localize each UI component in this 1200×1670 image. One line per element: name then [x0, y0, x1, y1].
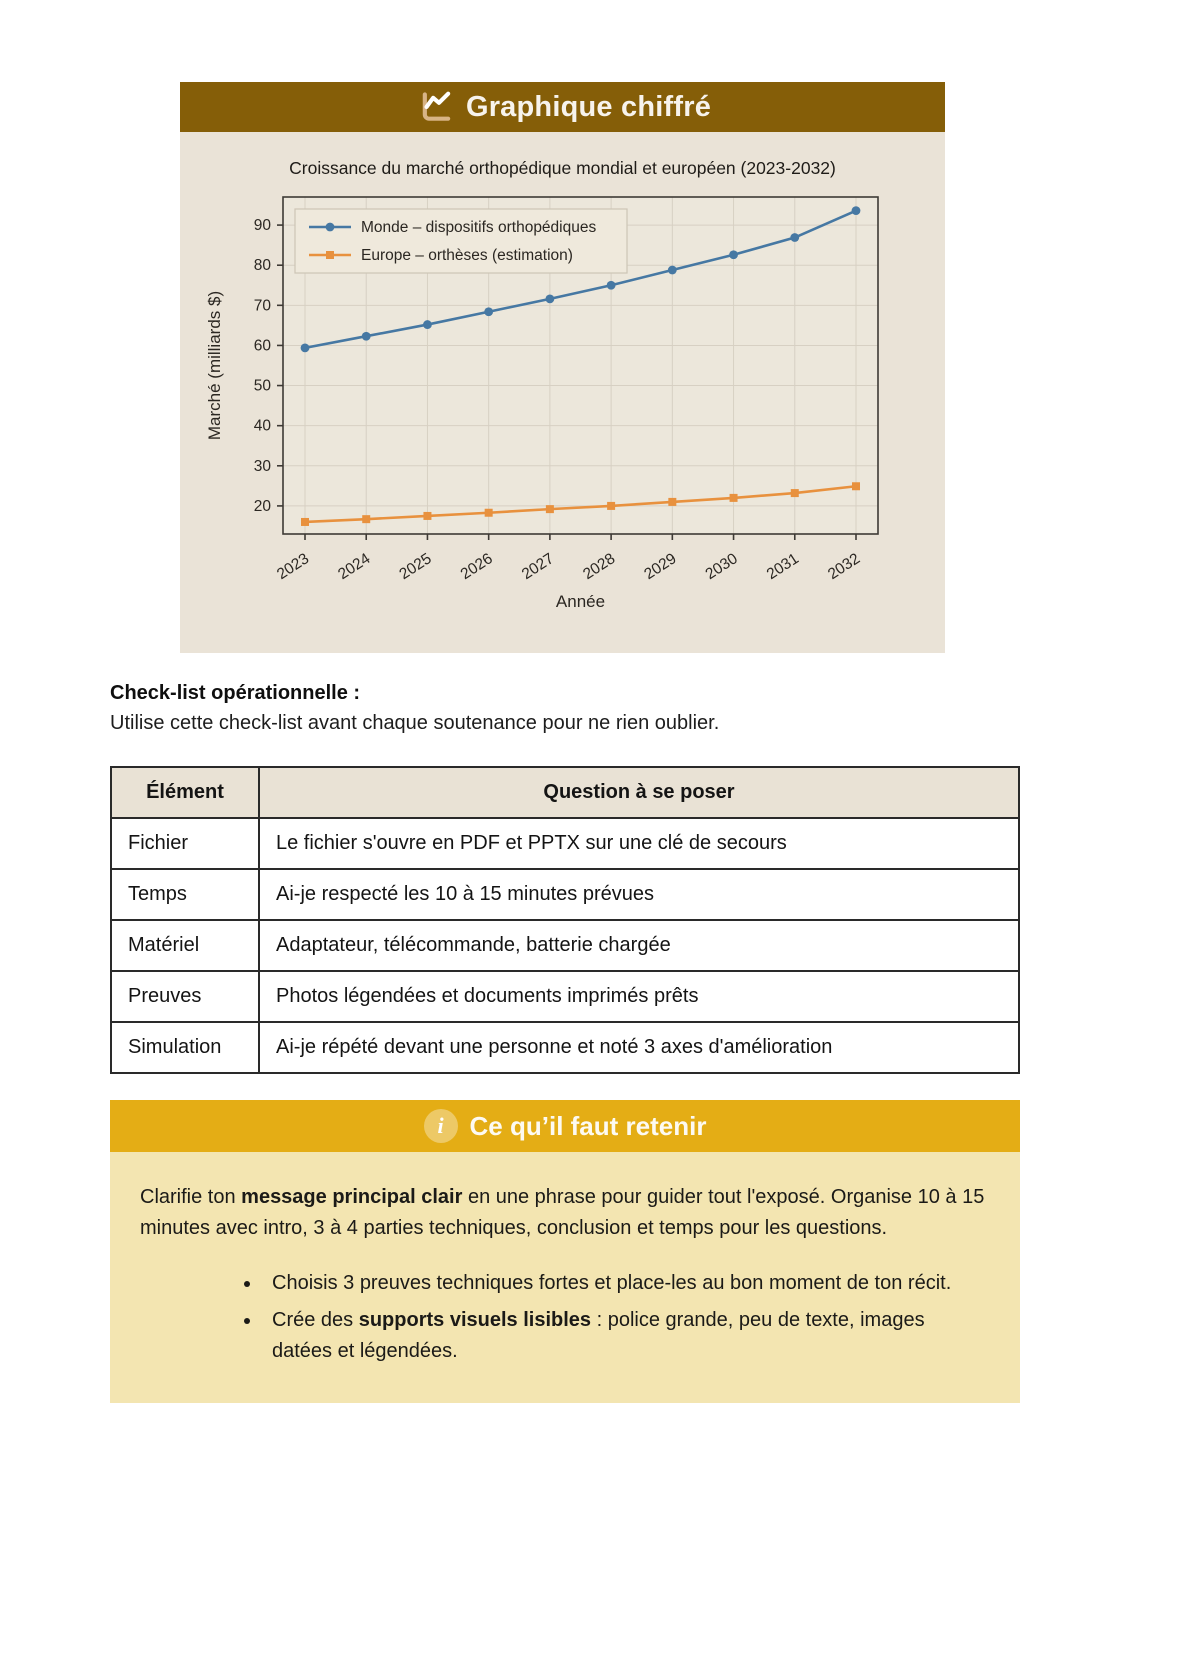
checklist-table — [110, 766, 1020, 1074]
x-tick-label: 2028 — [580, 550, 619, 584]
key-takeaways-callout — [110, 1100, 1020, 1403]
x-tick-label: 2024 — [335, 550, 374, 584]
series-marker — [668, 498, 676, 506]
x-tick-label: 2025 — [396, 550, 435, 584]
y-tick-label: 50 — [253, 377, 271, 395]
checklist-description: Utilise cette check-list avant chaque soutenance pour ne rien oublier. — [110, 712, 720, 734]
callout-bullet-list — [140, 1268, 990, 1367]
x-tick-label: 2032 — [824, 550, 864, 584]
text-segment: : police grande, peu de texte, images datées et légendées. — [272, 1309, 925, 1362]
y-axis-label: Marché (milliards $) — [205, 290, 224, 441]
series-marker — [362, 515, 370, 523]
series-marker — [545, 295, 554, 304]
cell-element: Simulation — [111, 1022, 259, 1073]
callout-paragraph — [140, 1182, 990, 1244]
cell-question: Le fichier s'ouvre en PDF et PPTX sur une clé de secours — [259, 818, 1019, 869]
callout-bullet — [262, 1268, 990, 1299]
series-marker — [546, 505, 554, 513]
x-tick-label: 2026 — [457, 550, 496, 584]
series-marker — [729, 250, 738, 259]
callout-body — [110, 1152, 1020, 1403]
table-header-question: Question à se poser — [259, 767, 1019, 818]
text-segment: Crée des — [272, 1309, 359, 1331]
table-header-element: Élément — [111, 767, 259, 818]
text-segment: en une phrase pour guider tout l'exposé. Organise 10 à 15 minutes avec intro, 3 à 4 parties techniques, conclusion et temps pour les questions. — [140, 1186, 985, 1239]
x-tick-label: 2030 — [702, 550, 741, 584]
line-chart-icon — [414, 87, 454, 127]
series-marker — [730, 494, 738, 502]
y-tick-label: 90 — [253, 217, 271, 235]
chart-title: Croissance du marché orthopédique mondial et européen (2023-2032) — [289, 158, 836, 178]
table-row — [111, 1022, 1019, 1073]
cell-element: Temps — [111, 869, 259, 920]
series-marker — [607, 281, 616, 290]
text-segment: Clarifie ton — [140, 1186, 242, 1208]
text-segment: supports visuels lisibles — [358, 1309, 592, 1331]
chart-card-title: Graphique chiffré — [465, 90, 712, 123]
series-marker — [852, 206, 861, 215]
x-tick-label: 2023 — [273, 550, 313, 584]
legend-marker — [326, 251, 334, 259]
chart-card-body — [180, 132, 945, 653]
info-icon: i — [424, 1109, 458, 1143]
chart-card-header — [180, 82, 945, 132]
y-tick-label: 60 — [253, 337, 271, 355]
cell-question: Ai-je respecté les 10 à 15 minutes prévues — [259, 869, 1019, 920]
x-axis-label: Année — [555, 592, 606, 611]
series-marker — [423, 512, 431, 520]
series-marker — [791, 489, 799, 497]
y-tick-label: 30 — [253, 457, 271, 475]
checklist-heading: Check-list opérationnelle : — [110, 682, 361, 704]
table-header-row — [111, 767, 1019, 818]
text-segment: message principal clair — [241, 1186, 463, 1208]
series-marker — [852, 482, 860, 490]
table-row — [111, 920, 1019, 971]
legend-label: Monde – dispositifs orthopédiques — [361, 219, 597, 236]
series-marker — [790, 233, 799, 242]
callout-title: Ce qu’il faut retenir — [469, 1110, 707, 1141]
line-chart — [200, 189, 925, 619]
y-tick-label: 70 — [253, 297, 271, 315]
table-row — [111, 818, 1019, 869]
cell-element: Matériel — [111, 920, 259, 971]
legend-label: Europe – orthèses (estimation) — [361, 247, 573, 264]
y-tick-label: 20 — [253, 497, 271, 515]
x-tick-label: 2029 — [641, 550, 680, 584]
cell-question: Photos légendées et documents imprimés prêts — [259, 971, 1019, 1022]
y-tick-label: 40 — [253, 417, 271, 435]
cell-question: Ai-je répété devant une personne et noté 3 axes d'amélioration — [259, 1022, 1019, 1073]
series-marker — [607, 502, 615, 510]
table-row — [111, 971, 1019, 1022]
series-marker — [423, 320, 432, 329]
y-tick-label: 80 — [253, 257, 271, 275]
cell-question: Adaptateur, télécommande, batterie chargée — [259, 920, 1019, 971]
x-tick-label: 2027 — [518, 550, 558, 584]
table-row — [111, 869, 1019, 920]
x-tick-label: 2031 — [763, 550, 802, 584]
callout-header — [110, 1100, 1020, 1152]
series-marker — [301, 343, 310, 352]
cell-element: Fichier — [111, 818, 259, 869]
series-marker — [362, 332, 371, 341]
callout-bullet — [262, 1305, 990, 1367]
chart-card — [180, 82, 945, 653]
text-segment: Choisis 3 preuves techniques fortes et place-les au bon moment de ton récit. — [272, 1272, 952, 1294]
series-marker — [668, 266, 677, 275]
cell-element: Preuves — [111, 971, 259, 1022]
series-marker — [485, 509, 493, 517]
legend-marker — [326, 223, 335, 232]
series-marker — [484, 307, 493, 316]
series-marker — [301, 518, 309, 526]
